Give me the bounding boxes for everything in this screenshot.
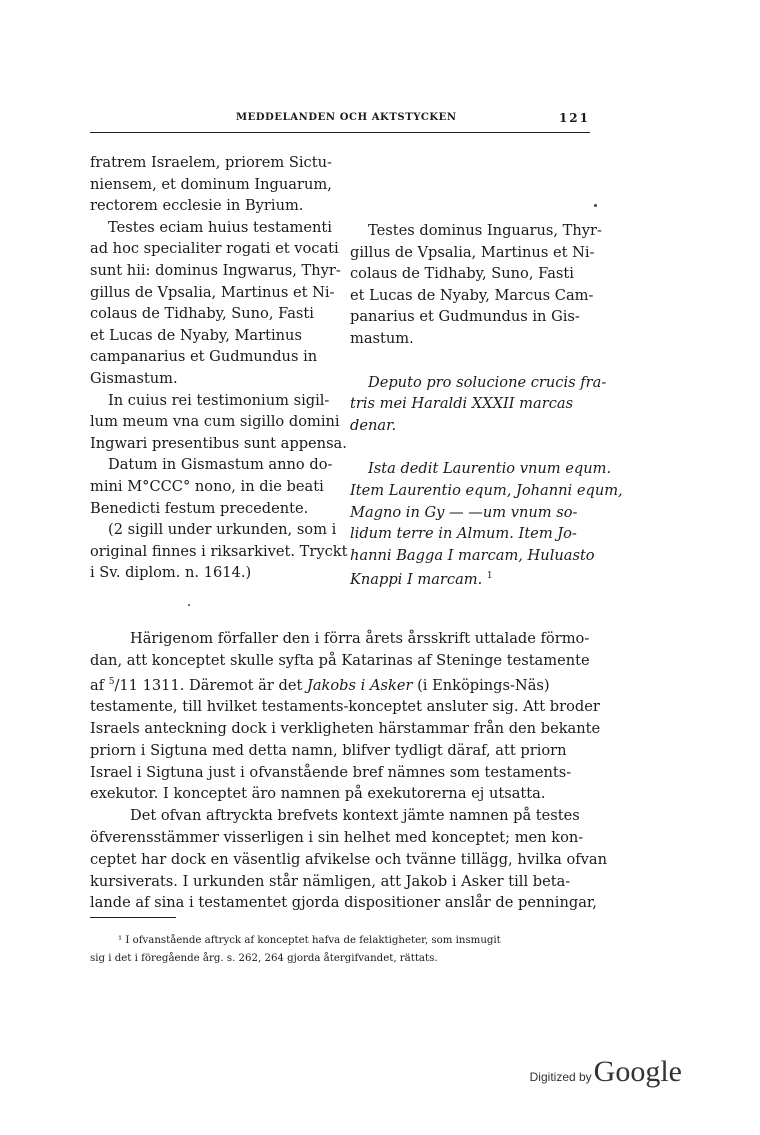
- left-line: Benedicti festum precedente.: [90, 499, 309, 517]
- body-line: kursiverats. I urkunden står nämligen, att Jakob i Asker till beta-: [90, 872, 571, 890]
- right-line: Deputo pro solucione crucis fra-: [368, 373, 607, 391]
- body-line: priorn i Sigtuna med detta namn, blifver tydligt däraf, att priorn: [90, 741, 567, 759]
- right-line-text: Knappi I marcam.: [350, 571, 483, 589]
- digitized-label: Digitized by: [529, 1070, 592, 1084]
- right-line: gillus de Vpsalia, Martinus et Ni-: [350, 243, 595, 261]
- date-rest: /11 1311.: [114, 676, 185, 694]
- left-line: colaus de Tidhaby, Suno, Fasti: [90, 305, 314, 323]
- left-line: (2 sigill under urkunden, som i: [108, 521, 337, 539]
- left-line: Testes eciam huius testamenti: [108, 218, 332, 236]
- body-line: Det ofvan aftryckta brefvets kontext jämte namnen på testes: [130, 807, 580, 825]
- left-line: rectorem ecclesie in Byrium.: [90, 197, 304, 215]
- body-text: [90, 628, 608, 914]
- header-title: MEDDELANDEN OCH AKTSTYCKEN: [236, 112, 457, 123]
- left-line: gillus de Vpsalia, Martinus et Ni-: [90, 283, 335, 301]
- body-line: dan, att konceptet skulle syfta på Katarinas af Steninge testamente: [90, 651, 590, 669]
- body-italic: Jakobs i Asker: [306, 676, 413, 694]
- body-line: öfverensstämmer visserligen i sin helhet med konceptet; men kon-: [90, 829, 584, 847]
- left-line: campanarius et Gudmundus in: [90, 348, 318, 366]
- body-line: Israels anteckning dock i verkligheten härstammar från den bekante: [90, 720, 601, 738]
- body-fragment: Däremot är det: [184, 676, 307, 694]
- right-line: panarius et Gudmundus in Gis-: [350, 308, 580, 326]
- left-line: lum meum vna cum sigillo domini: [90, 413, 340, 431]
- footnote: [90, 932, 590, 968]
- right-line: lidum terre in Almum. Item Jo-: [350, 525, 577, 543]
- right-line: Ista dedit Laurentio vnum equm.: [368, 460, 612, 478]
- left-line: sunt hii: dominus Ingwarus, Thyr-: [90, 261, 341, 279]
- right-column: [350, 220, 623, 591]
- body-fragment: af: [90, 676, 109, 694]
- right-line: mastum.: [350, 329, 414, 347]
- left-line: Datum in Gismastum anno do-: [108, 456, 333, 474]
- body-line: [90, 672, 588, 697]
- header-rule: [90, 132, 590, 133]
- speck: [188, 604, 190, 606]
- page-number: 121: [558, 111, 590, 125]
- body-fragment: (i Enköpings-Näs): [412, 676, 550, 694]
- google-watermark: [530, 1055, 682, 1089]
- left-line: Gismastum.: [90, 369, 178, 387]
- right-line: Magno in Gy — —um vnum so-: [350, 503, 578, 521]
- left-line: original finnes i riksarkivet. Tryckt: [90, 542, 348, 560]
- footnote-line: sig i det i föregående årg. s. 262, 264 gjorda återgifvandet, rättats.: [90, 953, 438, 964]
- body-line: ceptet har dock en väsentlig afvikelse och tvänne tillägg, hvilka ofvan: [90, 850, 608, 868]
- footnote-line: ¹ I ofvanstående aftryck af konceptet hafva de felaktigheter, som insmugit: [118, 935, 501, 946]
- left-column: [90, 152, 348, 584]
- left-line: et Lucas de Nyaby, Martinus: [90, 326, 302, 344]
- body-line: Härigenom förfaller den i förra årets årsskrift uttalade förmo-: [130, 630, 590, 647]
- left-line: i Sv. diplom. n. 1614.): [90, 564, 252, 582]
- right-line: Testes dominus Inguarus, Thyr-: [368, 222, 602, 239]
- body-line: lande af sina i testamentet gjorda dispositioner anslår de penningar,: [90, 894, 597, 912]
- right-line: et Lucas de Nyaby, Marcus Cam-: [350, 286, 594, 304]
- running-header: [90, 112, 590, 130]
- google-logo: Google: [593, 1055, 682, 1088]
- body-line: exekutor. I konceptet äro namnen på exekutorerna ej utsatta.: [90, 785, 546, 803]
- right-line: denar.: [350, 416, 397, 434]
- left-line: mini M°CCC° nono, in die beati: [90, 477, 324, 495]
- footnote-rule: [90, 917, 176, 918]
- left-line: In cuius rei testimonium sigil-: [108, 391, 330, 409]
- right-line: Item Laurentio equm, Johanni equm,: [350, 481, 623, 499]
- footnote-ref: 1: [486, 571, 493, 582]
- speck: [594, 204, 597, 207]
- left-line: fratrem Israelem, priorem Sictu-: [90, 154, 332, 171]
- left-line: ad hoc specialiter rogati et vocati: [90, 240, 339, 258]
- right-line: [350, 566, 590, 590]
- body-line: testamente, till hvilket testaments-konceptet ansluter sig. Att broder: [90, 698, 600, 716]
- right-line: hanni Bagga I marcam, Huluasto: [350, 546, 595, 564]
- left-line: Ingwari presentibus sunt appensa.: [90, 434, 347, 452]
- left-line: niensem, et dominum Inguarum,: [90, 175, 332, 193]
- body-line: Israel i Sigtuna just i ofvanstående bref nämnes som testaments-: [90, 763, 572, 781]
- right-line: tris mei Haraldi XXXII marcas: [350, 395, 574, 413]
- date-numerator: 5: [108, 676, 115, 687]
- right-line: colaus de Tidhaby, Suno, Fasti: [350, 265, 574, 283]
